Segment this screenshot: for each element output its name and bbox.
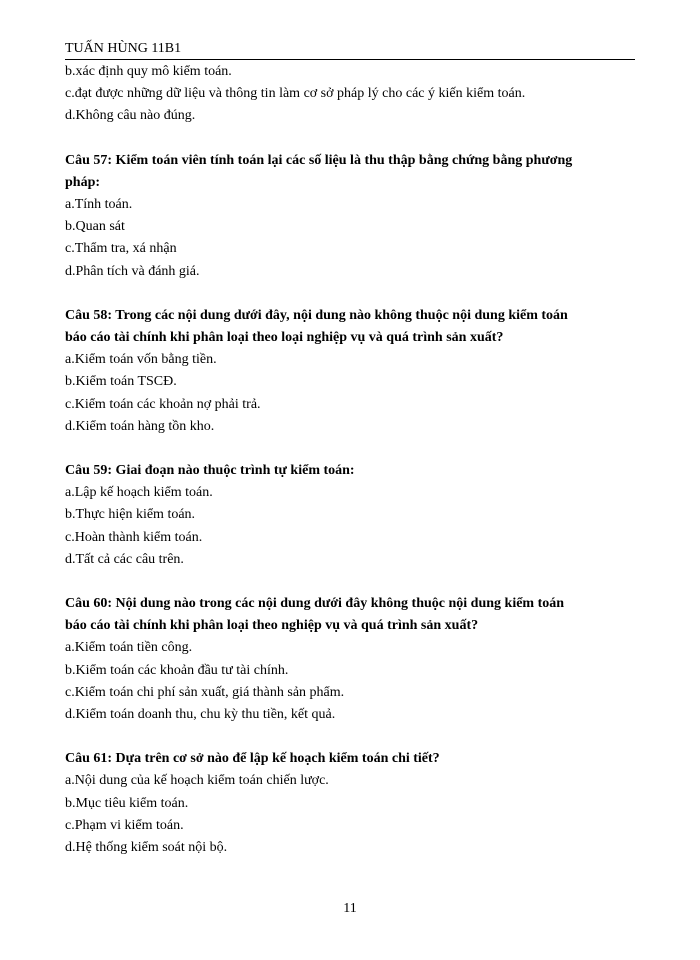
- question-61-option-d: d.Hệ thống kiểm soát nội bộ.: [65, 840, 228, 856]
- question-60-line-2: báo cáo tài chính khi phân loại theo nghiệp vụ và quá trình sản xuất?: [65, 618, 479, 634]
- question-59-option-a: a.Lập kế hoạch kiểm toán.: [65, 485, 213, 501]
- question-59-option-b: b.Thực hiện kiểm toán.: [65, 507, 196, 523]
- page-content: [65, 61, 635, 859]
- question-60: [65, 593, 635, 637]
- question-59: [65, 460, 635, 482]
- carryover-option-c: c.đạt được những dữ liệu và thông tin làm cơ sở pháp lý cho các ý kiến kiểm toán.: [65, 86, 526, 102]
- question-60-option-a: a.Kiểm toán tiền công.: [65, 640, 193, 656]
- question-57-option-d: d.Phân tích và đánh giá.: [65, 263, 200, 279]
- question-58-option-a: a.Kiểm toán vốn bằng tiền.: [65, 352, 217, 368]
- question-57-line-2: pháp:: [65, 174, 101, 190]
- page-number: 11: [343, 901, 357, 916]
- question-58-option-b: b.Kiểm toán TSCĐ.: [65, 374, 177, 390]
- question-60-option-c: c.Kiểm toán chi phí sản xuất, giá thành sản phẩm.: [65, 684, 345, 700]
- question-58-option-c: c.Kiểm toán các khoản nợ phải trả.: [65, 396, 261, 412]
- question-57-option-c: c.Thẩm tra, xá nhận: [65, 241, 177, 257]
- question-61: [65, 748, 635, 770]
- question-57-line-1: Câu 57: Kiểm toán viên tính toán lại các số liệu là thu thập bằng chứng bằng phương: [65, 152, 573, 168]
- question-57: [65, 150, 635, 194]
- question-61-option-c: c.Phạm vi kiểm toán.: [65, 817, 184, 833]
- page-header: TUẤN HÙNG 11B1: [65, 40, 635, 60]
- question-58-line-2: báo cáo tài chính khi phân loại theo loại nghiệp vụ và quá trình sản xuất?: [65, 330, 504, 346]
- question-61-line-1: Câu 61: Dựa trên cơ sở nào để lập kế hoạch kiểm toán chi tiết?: [65, 751, 440, 767]
- question-61-option-b: b.Mục tiêu kiểm toán.: [65, 795, 189, 811]
- question-58-line-1: Câu 58: Trong các nội dung dưới đây, nội dung nào không thuộc nội dung kiểm toán: [65, 307, 568, 323]
- question-57-option-a: a.Tính toán.: [65, 197, 133, 213]
- question-60-option-b: b.Kiểm toán các khoản đầu tư tài chính.: [65, 662, 289, 678]
- carryover-option-b: b.xác định quy mô kiểm toán.: [65, 64, 232, 79]
- question-60-line-1: Câu 60: Nội dung nào trong các nội dung dưới đây không thuộc nội dung kiểm toán: [65, 596, 565, 612]
- question-58-option-d: d.Kiểm toán hàng tồn kho.: [65, 418, 215, 434]
- question-59-option-c: c.Hoàn thành kiểm toán.: [65, 529, 203, 545]
- question-59-option-d: d.Tất cả các câu trên.: [65, 551, 184, 567]
- question-58: [65, 305, 635, 349]
- question-60-option-d: d.Kiểm toán doanh thu, chu kỳ thu tiền, kết quả.: [65, 707, 336, 723]
- question-59-line-1: Câu 59: Giai đoạn nào thuộc trình tự kiểm toán:: [65, 463, 355, 479]
- carryover-option-d: d.Không câu nào đúng.: [65, 108, 196, 124]
- question-61-option-a: a.Nội dung của kế hoạch kiểm toán chiến lược.: [65, 773, 329, 789]
- question-57-option-b: b.Quan sát: [65, 219, 125, 235]
